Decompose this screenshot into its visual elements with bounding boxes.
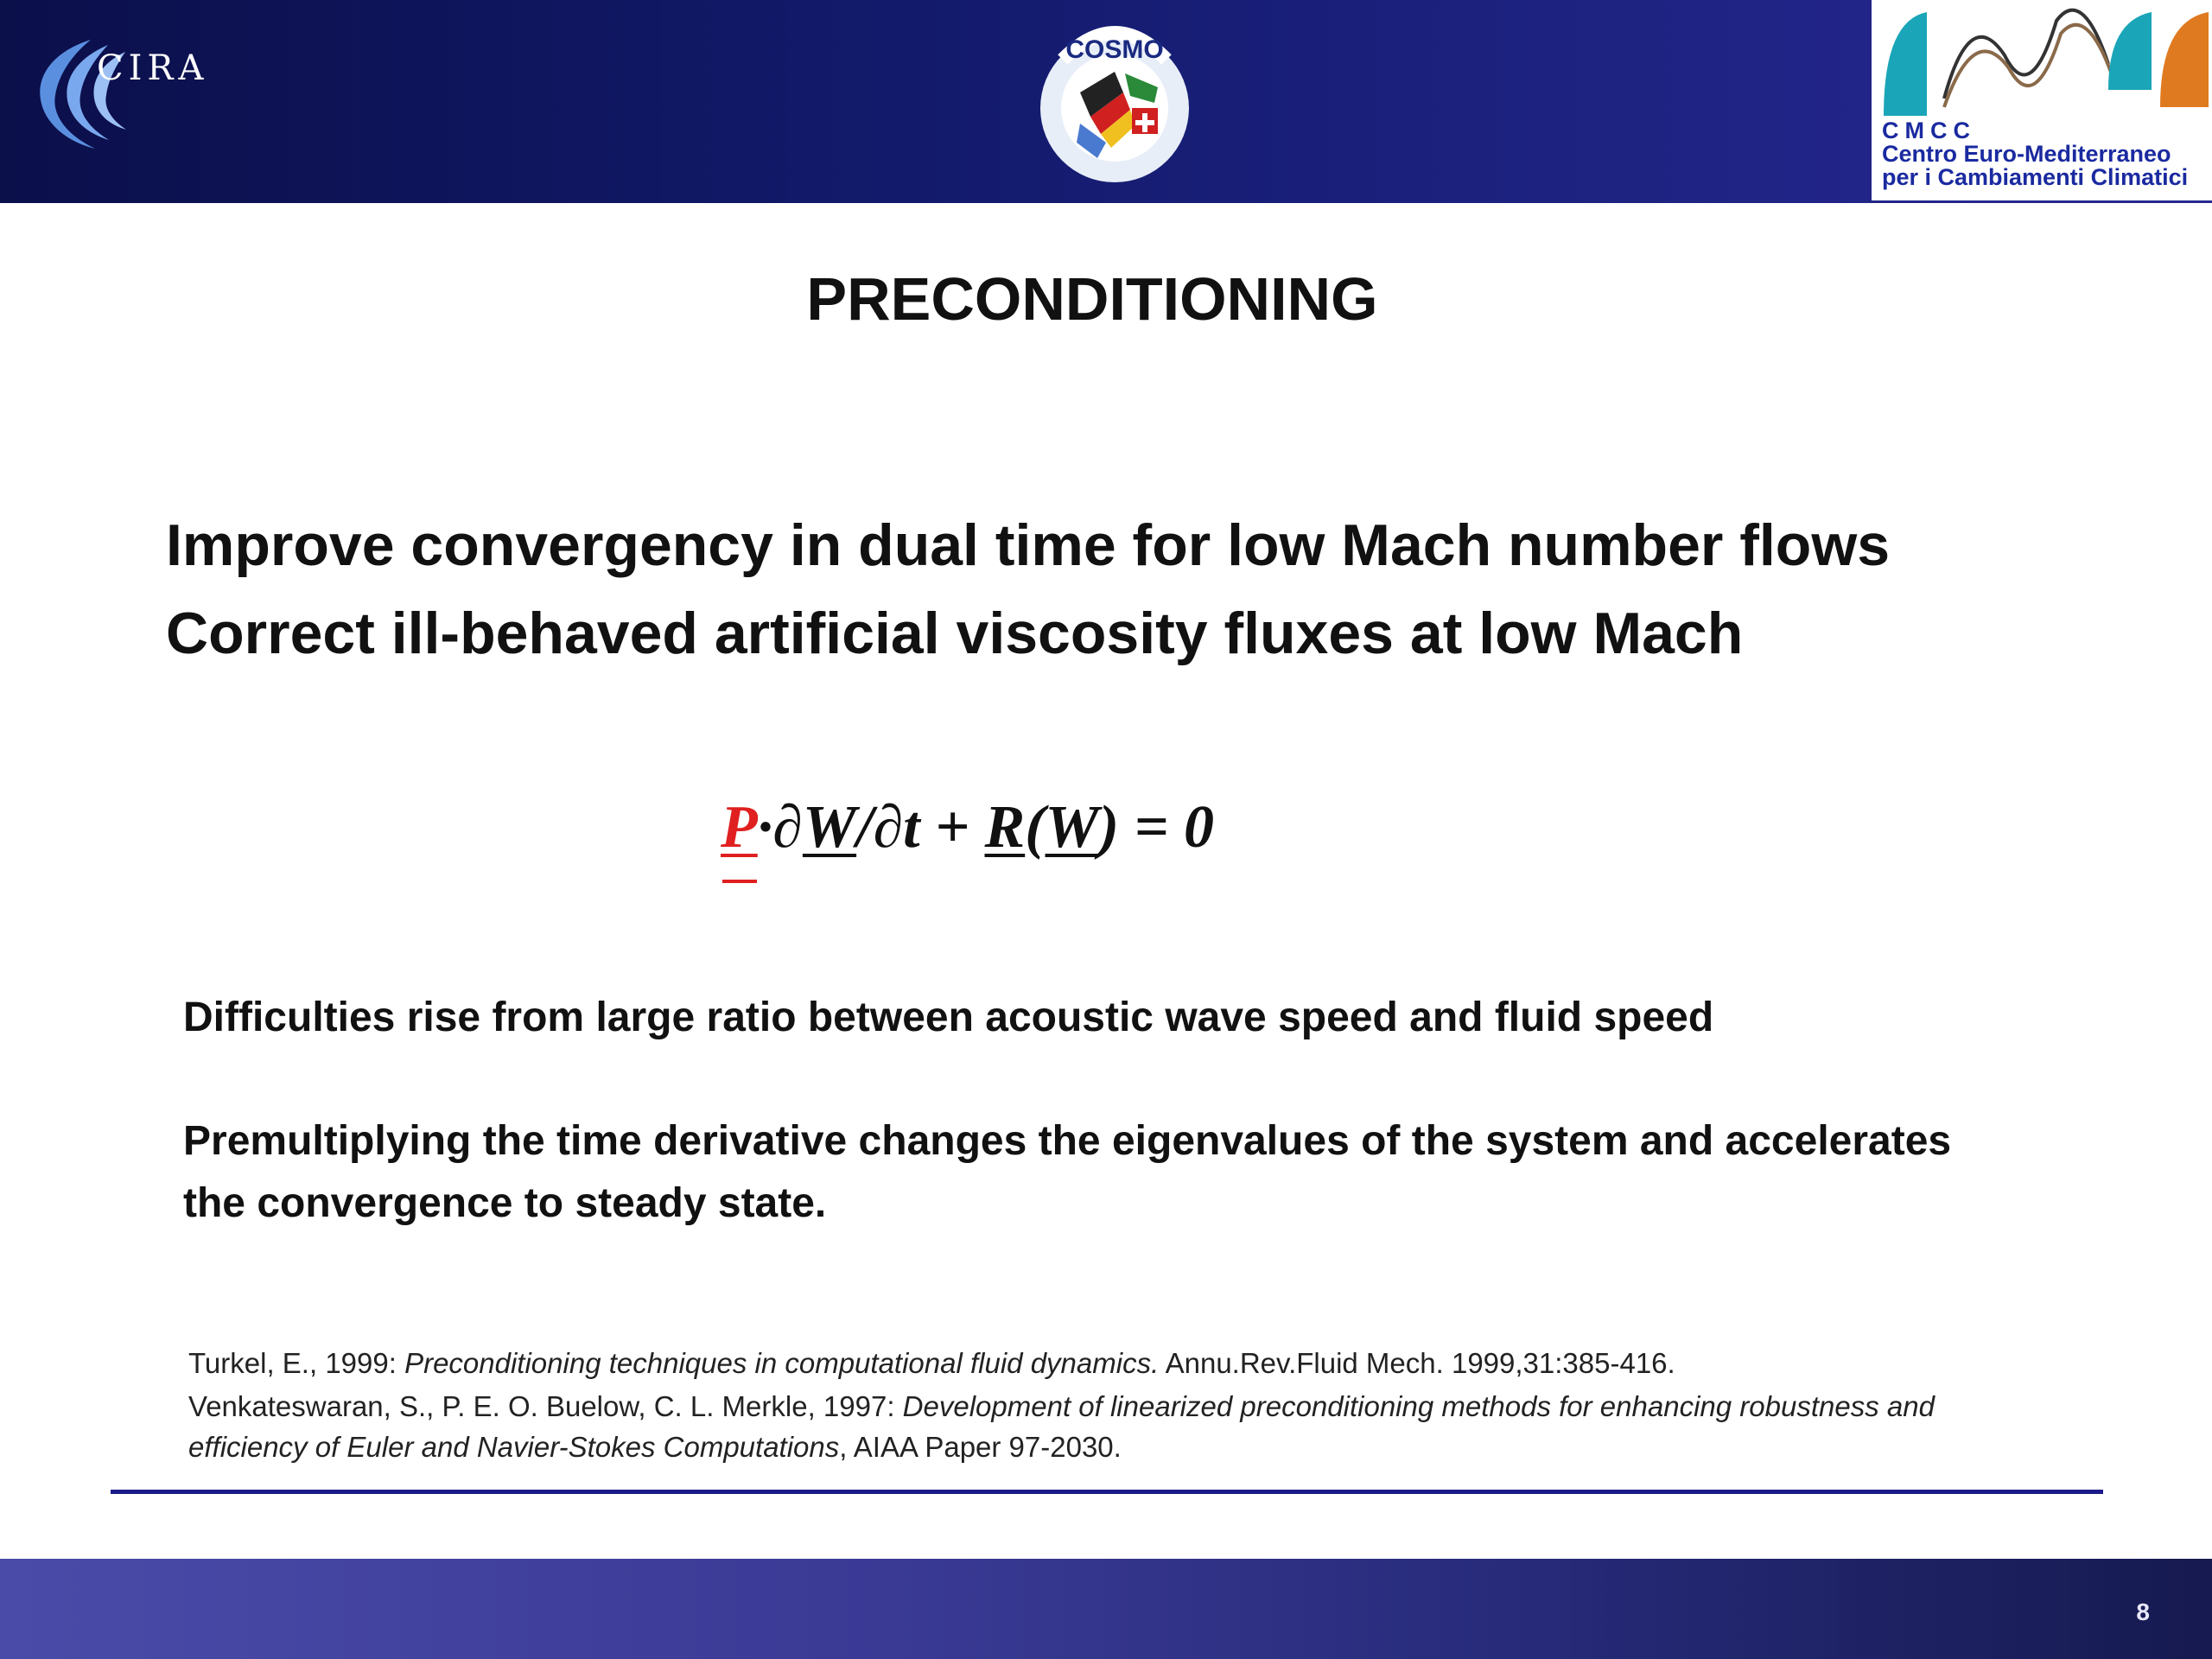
paragraph-difficulties: Difficulties rise from large ratio between acoustic wave speed and fluid speed <box>183 995 1714 1040</box>
equation-open-paren: ( <box>1025 794 1046 861</box>
reference-author: Venkateswaran, S., P. E. O. Buelow, C. L. Merkle, 1997: <box>188 1390 903 1422</box>
equation-w1: W <box>802 794 857 861</box>
equation-t: t + <box>903 794 985 861</box>
cira-wordmark: CIRA <box>97 48 209 88</box>
reference-author: Turkel, E., 1999: <box>188 1347 405 1379</box>
paragraph-premultiplying: Premultiplying the time derivative changes the eigenvalues of the system and accelerates the convergence to steady state. <box>183 1118 1952 1226</box>
equation-dot: · <box>757 794 773 861</box>
equation-close: ) = 0 <box>1098 794 1214 861</box>
slide-title: PRECONDITIONING <box>806 265 1378 333</box>
reference-title: Preconditioning techniques in computational fluid dynamics. <box>404 1347 1160 1379</box>
reference-source: , AIAA Paper 97-2030. <box>839 1431 1122 1463</box>
equation-preconditioner: P <box>721 794 758 861</box>
reference-title: Development of linearized preconditioning methods for enhancing robustness and efficiency of Euler and Navier-Stokes Computations <box>188 1390 1935 1463</box>
reference-venkateswaran <box>188 1386 2003 1467</box>
cmcc-name-line1: Centro Euro-Mediterraneo <box>1882 141 2171 167</box>
svg-text:COSMO: COSMO <box>1065 35 1164 64</box>
header-banner <box>0 0 2212 203</box>
page-number: 8 <box>2136 1599 2150 1625</box>
reference-turkel <box>188 1343 2003 1383</box>
bullet-item-2: Correct ill-behaved artificial viscosity fluxes at low Mach <box>166 601 1744 666</box>
cmcc-waves-icon <box>1875 3 2209 124</box>
equation <box>721 793 1214 888</box>
equation-partial-1: ∂ <box>772 794 803 861</box>
bullet-item-1: Improve convergency in dual time for low Mach number flows <box>166 512 1891 578</box>
cosmo-logo-icon <box>1028 13 1201 190</box>
equation-slash: / <box>856 794 874 861</box>
divider-line <box>111 1490 2103 1494</box>
equation-partial-2: ∂ <box>873 794 904 861</box>
cmcc-logo <box>1872 0 2212 200</box>
footer-bar <box>0 1559 2212 1659</box>
cmcc-abbreviation: CMCC <box>1882 118 1976 143</box>
equation-p-second-underline <box>722 880 757 883</box>
references <box>188 1343 2003 1470</box>
bullet-list <box>166 501 2067 677</box>
cmcc-name-line2: per i Cambiamenti Climatici <box>1882 164 2189 190</box>
reference-source: Annu.Rev.Fluid Mech. 1999,31:385-416. <box>1159 1347 1675 1379</box>
equation-r: R <box>984 794 1026 861</box>
equation-w2: W <box>1045 794 1099 861</box>
